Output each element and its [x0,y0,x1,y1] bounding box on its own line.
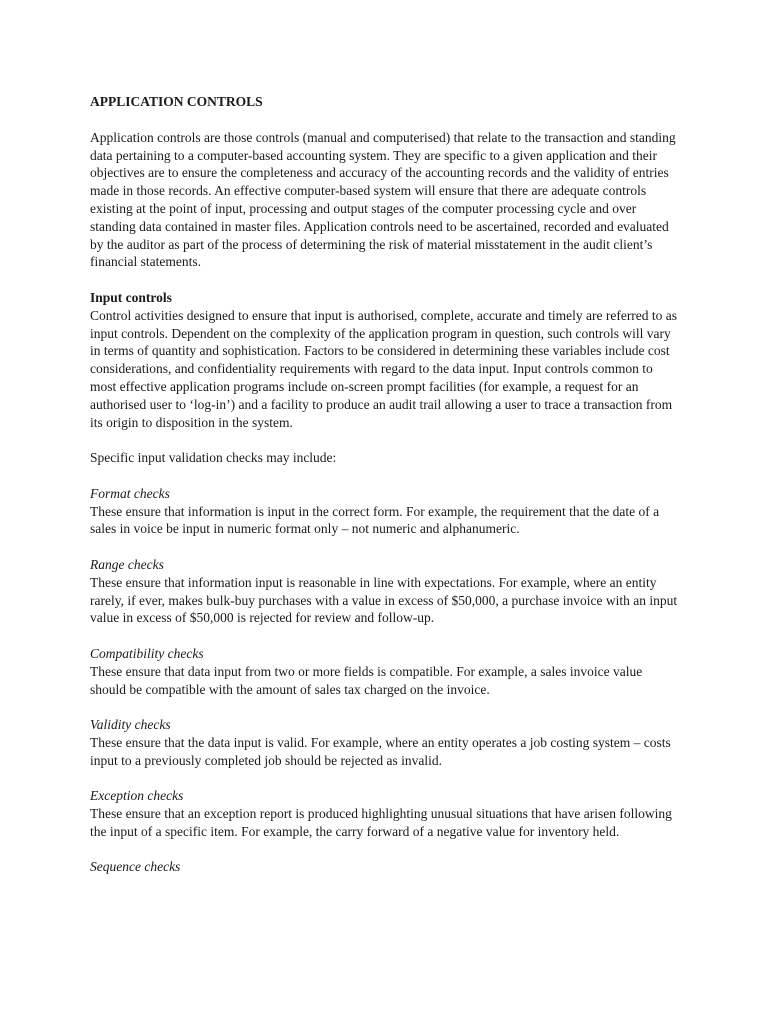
range-checks-section [90,556,680,627]
checks-intro: Specific input validation checks may include: [90,450,337,466]
input-controls-heading: Input controls [90,289,172,305]
document-title: APPLICATION CONTROLS [90,94,263,109]
format-checks-heading: Format checks [90,485,170,501]
input-controls-section [90,289,680,431]
exception-checks-text: These ensure that an exception report is produced highlighting unusual situations that have arisen following the input of a specific item. For example, the carry forward of a negative value for inventory held. [90,806,672,839]
compatibility-checks-section [90,645,680,698]
sequence-checks-section [90,858,680,876]
validity-checks-text: These ensure that the data input is valid. For example, where an entity operates a job costing system – costs input to a previously completed job should be rejected as invalid. [90,734,671,768]
document-page [90,93,680,894]
range-checks-text: These ensure that information input is reasonable in line with expectations. For example, where an entity rarely, if ever, makes bulk-buy purchases with a value in excess of $50,000, a purchase invoice with an input value in excess of $50,000 is rejected for review and follow-up. [90,574,678,626]
format-checks-section [90,485,680,538]
exception-checks-section [90,787,680,840]
validity-checks-section [90,716,680,769]
exception-checks-heading: Exception checks [90,788,184,804]
sequence-checks-heading: Sequence checks [90,859,181,875]
intro-paragraph: Application controls are those controls (manual and computerised) that relate to the transaction and standing data pertaining to a computer-based accounting system. They are specific to a given application and their objectives are to ensure the completeness and accuracy of the accounting records and the validity of entries made in those records. An effective computer-based system will ensure that there are adequate controls existing at the point of input, processing and output stages of the computer processing cycle and over standing data contained in master files. Application controls need to be ascertained, recorded and evaluated by the auditor as part of the process of determining the risk of material misstatement in the audit client’s financial statements. [90,129,676,270]
input-controls-paragraph: Control activities designed to ensure that input is authorised, complete, accurate and timely are referred to as input controls. Dependent on the complexity of the application program in question, such controls will vary in terms of quantity and sophistication. Factors to be considered in determining these variables include cost considerations, and confidentiality requirements with regard to the data input. Input controls common to most effective application programs include on-screen prompt facilities (for example, a request for an authorised user to ‘log-in’) and a facility to produce an audit trail allowing a user to trace a transaction from its origin to disposition in the system. [90,307,678,430]
compatibility-checks-heading: Compatibility checks [90,645,204,661]
range-checks-heading: Range checks [90,556,164,572]
format-checks-text: These ensure that information is input in the correct form. For example, the requirement that the date of a sales in voice be input in numeric format only – not numeric and alphanumeric. [90,503,660,537]
validity-checks-heading: Validity checks [90,717,171,733]
compatibility-checks-text: These ensure that data input from two or more fields is compatible. For example, a sales invoice value should be compatible with the amount of sales tax charged on the invoice. [90,663,643,697]
